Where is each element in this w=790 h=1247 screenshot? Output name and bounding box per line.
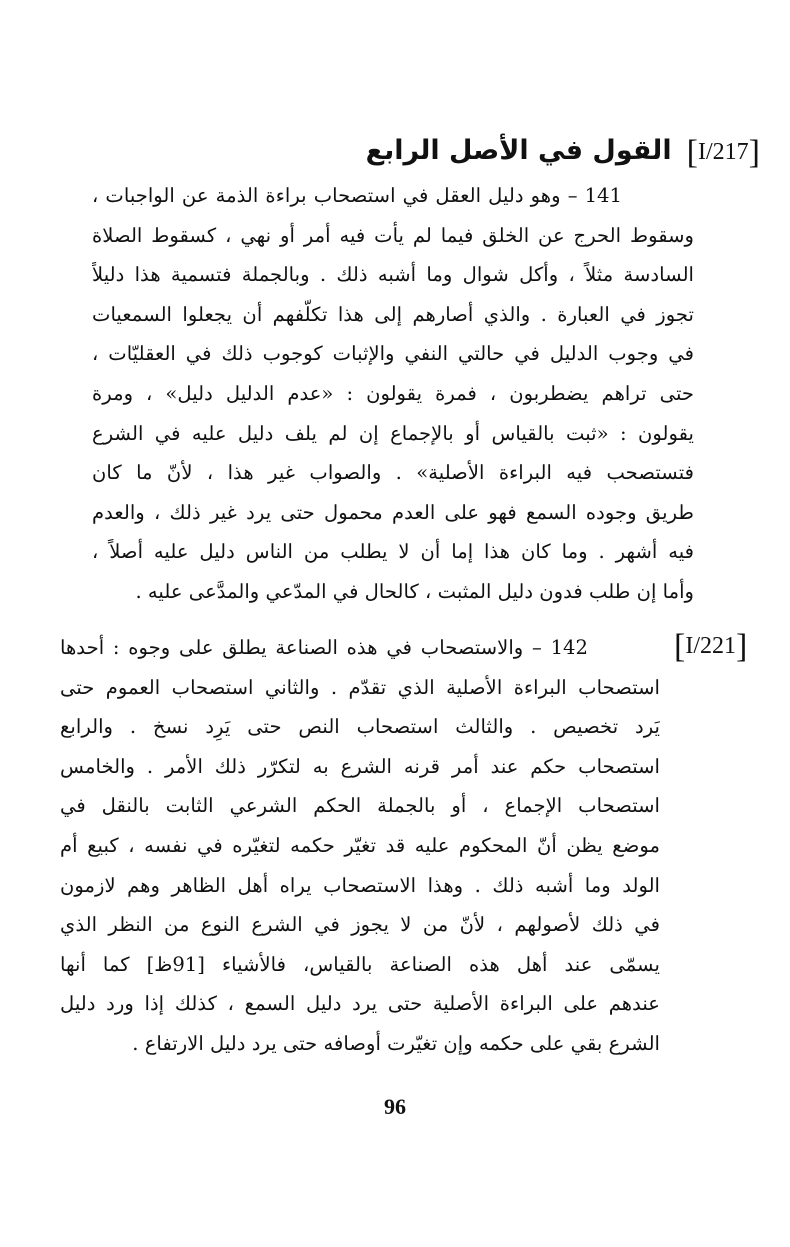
section-heading-row bbox=[60, 128, 760, 174]
paragraph-line: طريق وجوده السمع فهو على العدم محمول حتى يرد غير ذلك ، والعدم bbox=[92, 500, 694, 524]
paragraph-2-marker-text: I/221 bbox=[685, 633, 736, 659]
paragraph-line: يقولون : «ثبت بالقياس أو بالإجماع إن لم يلف دليل عليه في الشرع bbox=[92, 421, 694, 445]
page-number: 96 bbox=[384, 1094, 406, 1119]
paragraph-line: موضع يظن أنّ المحكوم عليه قد تغيّر حكمه لتغيّره في نفسه ، كبيع أم bbox=[60, 833, 660, 857]
paragraph-line: في وجوب الدليل في حالتي النفي والإثبات كوجوب ذلك في العقليّات ، bbox=[92, 342, 694, 366]
paragraph-line: استصحاب حكم عند أمر قرنه الشرع به لتكرّر ذلك الأمر . والخامس bbox=[60, 754, 660, 778]
paragraph-line: 142 – والاستصحاب في هذه الصناعة يطلق على وجوه : أحدها bbox=[60, 636, 588, 659]
paragraph-line: السادسة مثلاً ، وأكل شوال وما أشبه ذلك . وبالجملة فتسمية هذا دليلاً bbox=[92, 263, 694, 287]
marker-close-bracket: ] bbox=[736, 628, 748, 665]
paragraph-line: فيه أشهر . وما كان هذا إما أن لا يطلب من الناس دليل عليه أصلاً ، bbox=[92, 540, 694, 564]
paragraph-line: استصحاب البراءة الأصلية الذي تقدّم . والثاني استصحاب العموم حتى bbox=[60, 675, 660, 699]
paragraph-line: عندهم على البراءة الأصلية حتى يرد دليل السمع ، كذلك إذا ورد دليل bbox=[60, 992, 660, 1016]
paragraph-142 bbox=[60, 628, 660, 1064]
paragraph-141 bbox=[92, 176, 694, 612]
paragraph-line: الولد وما أشبه ذلك . وهذا الاستصحاب يراه أهل الظاهر وهم لازمون bbox=[60, 873, 660, 897]
paragraph-line: تجوز في العبارة . والذي أصارهم إلى هذا تكلّفهم أن يجعلوا السمعيات bbox=[92, 302, 694, 326]
paragraph-line: يَرد تخصيص . والثالث استصحاب النص حتى يَرِد نسخ . والرابع bbox=[60, 715, 660, 739]
paragraph-2-marker bbox=[674, 628, 747, 666]
section-heading: القول في الأصل الرابع bbox=[365, 135, 672, 166]
paragraph-line: 141 – وهو دليل العقل في استصحاب براءة الذمة عن الواجبات ، bbox=[92, 184, 622, 207]
heading-marker-text: I/217 bbox=[698, 139, 749, 165]
paragraph-line: استصحاب الإجماع ، أو بالجملة الحكم الشرعي الثابت بالنقل في bbox=[60, 794, 660, 818]
paragraph-line: يسمّى عند أهل هذه الصناعة بالقياس، فالأشياء [91ظ] كما أنها bbox=[60, 952, 660, 976]
marker-open-bracket: [ bbox=[674, 628, 686, 665]
paragraph-line: وسقوط الحرج عن الخلق فيما لم يأت فيه أمر أو نهي ، كسقوط الصلاة bbox=[92, 223, 694, 247]
paragraph-line: في ذلك لأصولهم ، لأنّ من لا يجوز في الشرع النوع من النظر الذي bbox=[60, 913, 660, 937]
marker-open-bracket: [ bbox=[686, 134, 698, 171]
paragraph-line: الشرع بقي على حكمه وإن تغيّرت أوصافه حتى يرد دليل الارتفاع . bbox=[132, 1031, 660, 1055]
margin-page-marker bbox=[674, 628, 764, 668]
paragraph-line: فتستصحب فيه البراءة الأصلية» . والصواب غير هذا ، لأنّ ما كان bbox=[92, 461, 694, 485]
heading-page-marker bbox=[687, 134, 760, 172]
marker-close-bracket: ] bbox=[748, 134, 760, 171]
paragraph-line: حتى تراهم يضطربون ، فمرة يقولون : «عدم الدليل دليل» ، ومرة bbox=[92, 381, 694, 405]
paragraph-line: وأما إن طلب فدون دليل المثبت ، كالحال في المدّعي والمدَّعى عليه . bbox=[135, 579, 694, 603]
